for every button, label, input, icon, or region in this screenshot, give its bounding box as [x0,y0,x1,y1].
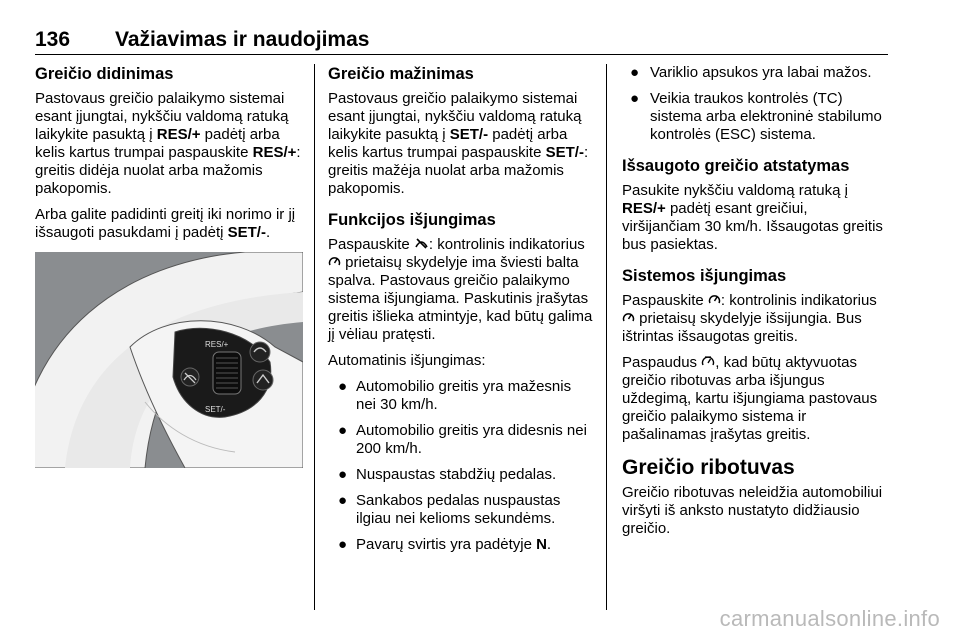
section-heading-speed-limiter: Greičio ribotuvas [622,456,795,479]
paragraph: Paspaudus , kad būtų aktyvuotas greičio ribotuvas arba išjungus uždegimą, kartu išjungiama pastovaus greičio palaikymo sistema ir pašalinamas įrašytas greitis. [622,354,878,443]
column-divider [314,64,315,610]
paragraph: Greičio ribotuvas neleidžia automobiliui viršyti iš anksto nustatyto didžiausio greičio. [622,484,883,537]
cruise-control-icon [708,293,721,308]
steering-wheel-controls-image [35,252,303,468]
page-number: 136 [35,28,71,51]
paragraph: Paspauskite : kontrolinis indikatorius prietaisų skydelyje išsijungia. Bus ištrintas išsaugotas greitis. [622,292,877,345]
cruise-control-icon [328,255,341,270]
paragraph: Arba galite padidinti greitį iki norimo ir jį išsaugoti pasukdami į padėtį SET/-. [35,206,296,241]
list-item: ● Automobilio greitis yra didesnis nei 200 km/h. [338,422,587,457]
speed-limiter-icon [701,354,715,370]
list-item: ● Nuspaustas stabdžių pedalas. [338,466,557,483]
svg-text:RES/+: RES/+ [205,340,229,349]
paragraph: Paspauskite : kontrolinis indikatorius prietaisų skydelyje ima šviesti balta spalva. Pastovaus greičio palaikymo sistema išjungiama. Paskutinis įrašytas greitis išlieka atmintyje, kad būtų galima jį vėliau pratęsti. [328,236,593,343]
list-item: ● Sankabos pedalas nuspaustas ilgiau nei kelioms sekundėms. [338,492,561,527]
column-2 [328,64,594,562]
section-heading-decrease: Greičio mažinimas [328,65,474,83]
section-heading-system-off: Sistemos išjungimas [622,267,787,285]
column-divider [606,64,607,610]
section-heading-resume: Išsaugoto greičio atstatymas [622,157,850,175]
steering-wheel-illustration [35,252,303,468]
section-heading-increase: Greičio didinimas [35,65,174,83]
auto-deactivation-list-continued [622,64,888,144]
list-item: ● Veikia traukos kontrolės (TC) sistema arba elektroninė stabilumo kontrolės (ESC) sistema. [630,90,882,143]
watermark: carmanualsonline.info [719,606,940,631]
paragraph: Automatinis išjungimas: [328,352,486,369]
column-1 [35,64,303,468]
cruise-cancel-icon [414,237,429,252]
paragraph: Pasukite nykščiu valdomą ratuką į RES/+ padėtį esant greičiui, viršijančiam 30 km/h. Išsaugotas greitis bus pasiektas. [622,182,883,253]
page-header [35,28,888,55]
page-title: Važiavimas ir naudojimas [115,28,370,51]
paragraph: Pastovaus greičio palaikymo sistemai esant įjungtai, nykščiu valdomą ratuką laikykite pasuktą į SET/- padėtį arba kelis kartus trumpai paspauskite SET/-: greitis mažėja nuolat arba mažomis pakopomis. [328,90,589,197]
list-item: ● Pavarų svirtis yra padėtyje N. [338,536,552,553]
svg-text:SET/-: SET/- [205,405,226,414]
paragraph: Pastovaus greičio palaikymo sistemai esant įjungtai, nykščiu valdomą ratuką laikykite pasuktą į RES/+ padėtį arba kelis kartus trumpai paspauskite RES/+: greitis didėja nuolat arba mažomis pakopomis. [35,90,301,197]
list-item: ● Variklio apsukos yra labai mažos. [630,64,872,81]
auto-deactivation-list [328,378,594,554]
cruise-control-icon [622,311,635,326]
section-heading-deactivation: Funkcijos išjungimas [328,211,496,229]
list-item: ● Automobilio greitis yra mažesnis nei 30 km/h. [338,378,572,413]
column-3 [622,64,888,546]
